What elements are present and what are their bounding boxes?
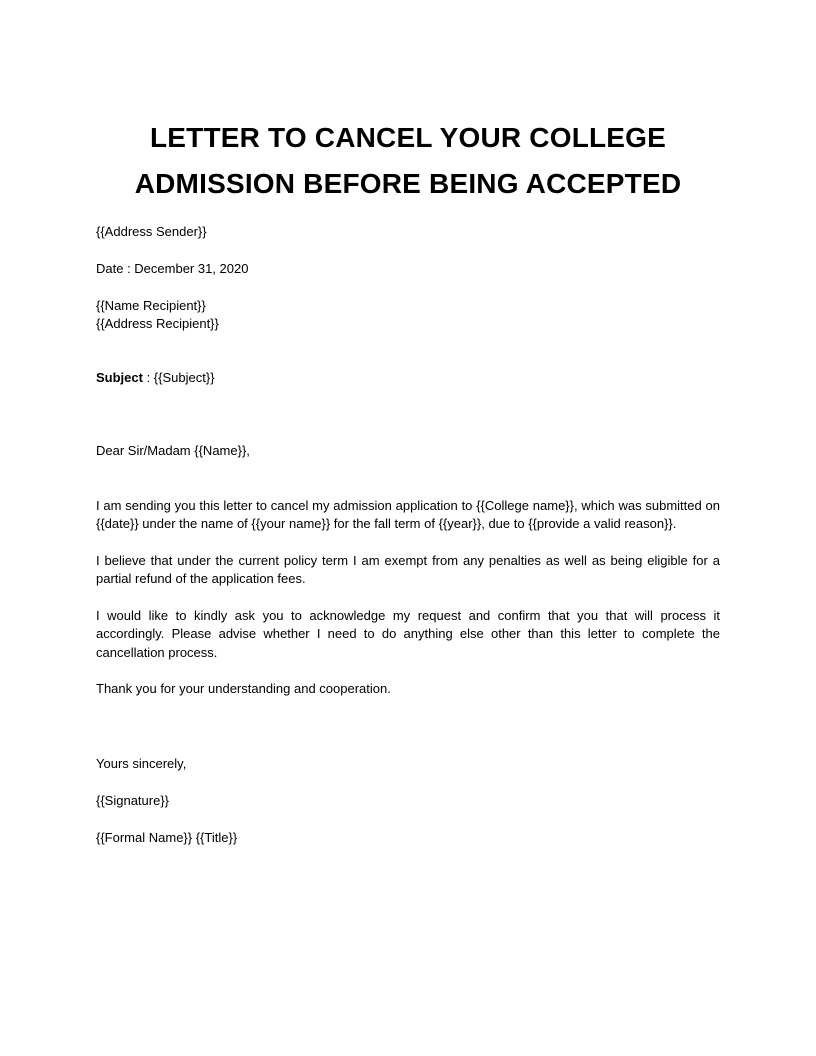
paragraph-4: Thank you for your understanding and cooperation. (96, 681, 391, 696)
sender-address: {{Address Sender}} (96, 224, 207, 239)
formal-name-title: {{Formal Name}} {{Title}} (96, 830, 238, 845)
subject-value: : {{Subject}} (142, 370, 215, 385)
recipient-name: {{Name Recipient}} (96, 298, 206, 313)
subject-line (96, 369, 720, 387)
title-line-1: LETTER TO CANCEL YOUR COLLEGE (149, 122, 667, 153)
paragraph-1: I am sending you this letter to cancel my admission application to {{College name}}, which was submitted on {{date}} under the name of {{your name}} for the fall term of {{year}}, due to {{provide a valid reason}}. (96, 498, 720, 532)
paragraph-3: I would like to kindly ask you to acknowledge my request and confirm that you that will process it accordingly. Please advise whether I need to do anything else other than this letter to complete the cancellation process. (96, 608, 720, 660)
paragraph-2: I believe that under the current policy term I am exempt from any penalties as well as being eligible for a partial refund of the application fees. (96, 553, 720, 587)
closing: Yours sincerely, (96, 756, 187, 771)
recipient-address: {{Address Recipient}} (96, 316, 219, 331)
title-line-2: ADMISSION BEFORE BEING ACCEPTED (134, 168, 682, 199)
date-line: Date : December 31, 2020 (96, 261, 249, 276)
page-title (96, 115, 720, 207)
salutation: Dear Sir/Madam {{Name}}, (96, 443, 250, 458)
signature: {{Signature}} (96, 793, 170, 808)
subject-label: Subject (96, 370, 143, 385)
